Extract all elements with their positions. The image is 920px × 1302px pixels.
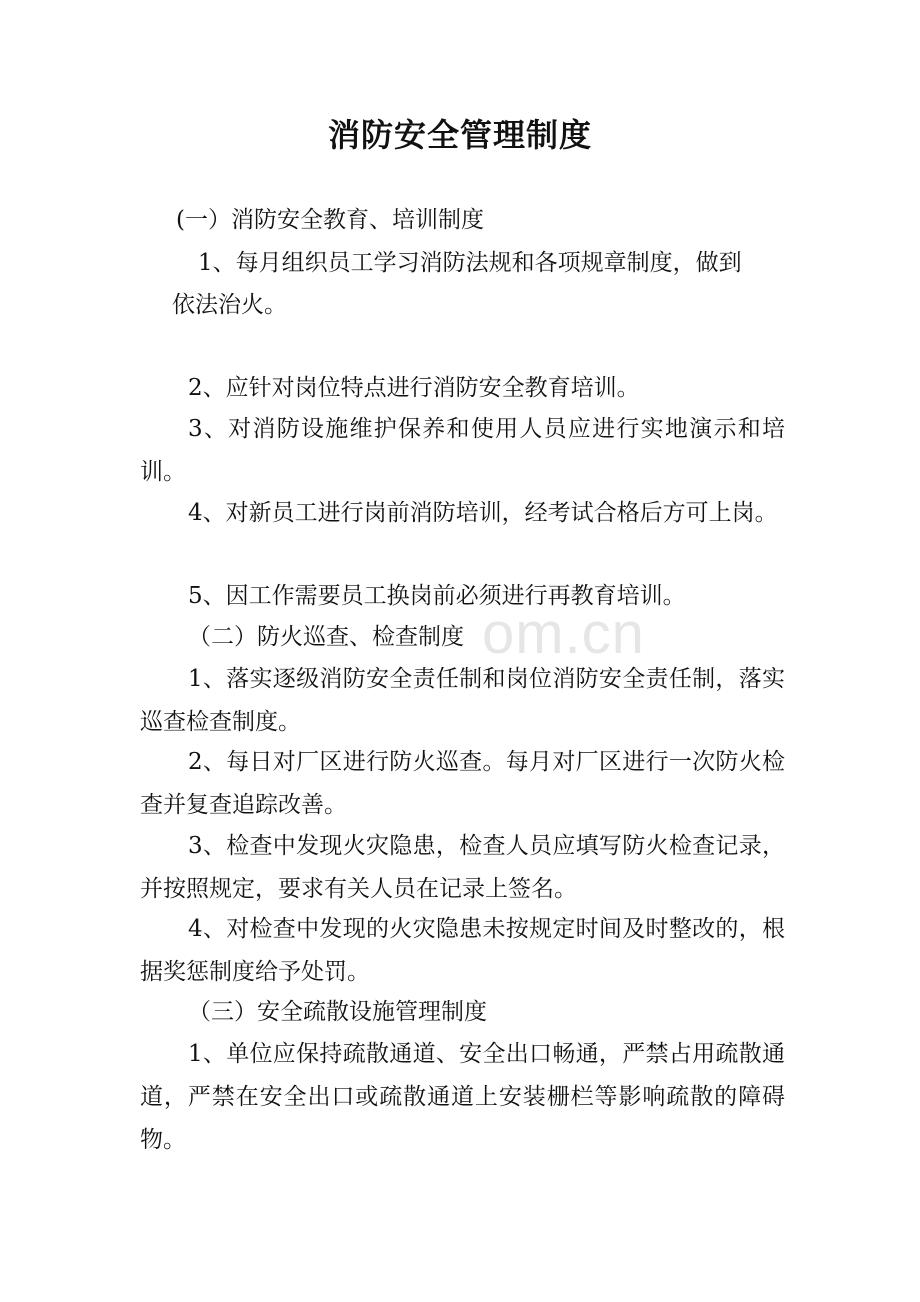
paragraph: 3、检查中发现火灾隐患，检查人员应填写防火检查记录，并按照规定，要求有关人员在记录上签名。 <box>140 833 785 902</box>
paragraph: 4、对新员工进行岗前消防培训，经考试合格后方可上岗。 <box>188 500 778 526</box>
paragraph: 1、单位应保持疏散通道、安全出口畅通，严禁占用疏散通道，严禁在安全出口或疏散通道上安装栅栏等影响疏散的障碍物。 <box>140 1041 785 1153</box>
section-heading: （三）安全疏散设施管理制度 <box>188 999 487 1025</box>
paragraph: 3、对消防设施维护保养和使用人员应进行实地演示和培训。 <box>140 416 785 485</box>
paragraph-line: 依法治火。 <box>172 292 287 318</box>
paragraph: 2、应针对岗位特点进行消防安全教育培训。 <box>188 375 640 401</box>
paragraph: 2、每日对厂区进行防火巡查。每月对厂区进行一次防火检查并复查追踪改善。 <box>140 749 785 818</box>
document-title: 消防安全管理制度 <box>327 116 592 154</box>
paragraph: 4、对检查中发现的火灾隐患未按规定时间及时整改的，根据奖惩制度给予处罚。 <box>140 916 785 985</box>
paragraph: 5、因工作需要员工换岗前必须进行再教育培训。 <box>188 583 686 609</box>
paragraph: 1、落实逐级消防安全责任制和岗位消防安全责任制，落实巡查检查制度。 <box>140 666 785 735</box>
section-heading: (一）消防安全教育、培训制度 <box>176 207 484 233</box>
paragraph-line: 1、每月组织员工学习消防法规和各项规章制度，做到 <box>198 250 742 276</box>
section-heading: （二）防火巡查、检查制度 <box>188 624 464 650</box>
watermark: om.cn <box>482 601 645 666</box>
